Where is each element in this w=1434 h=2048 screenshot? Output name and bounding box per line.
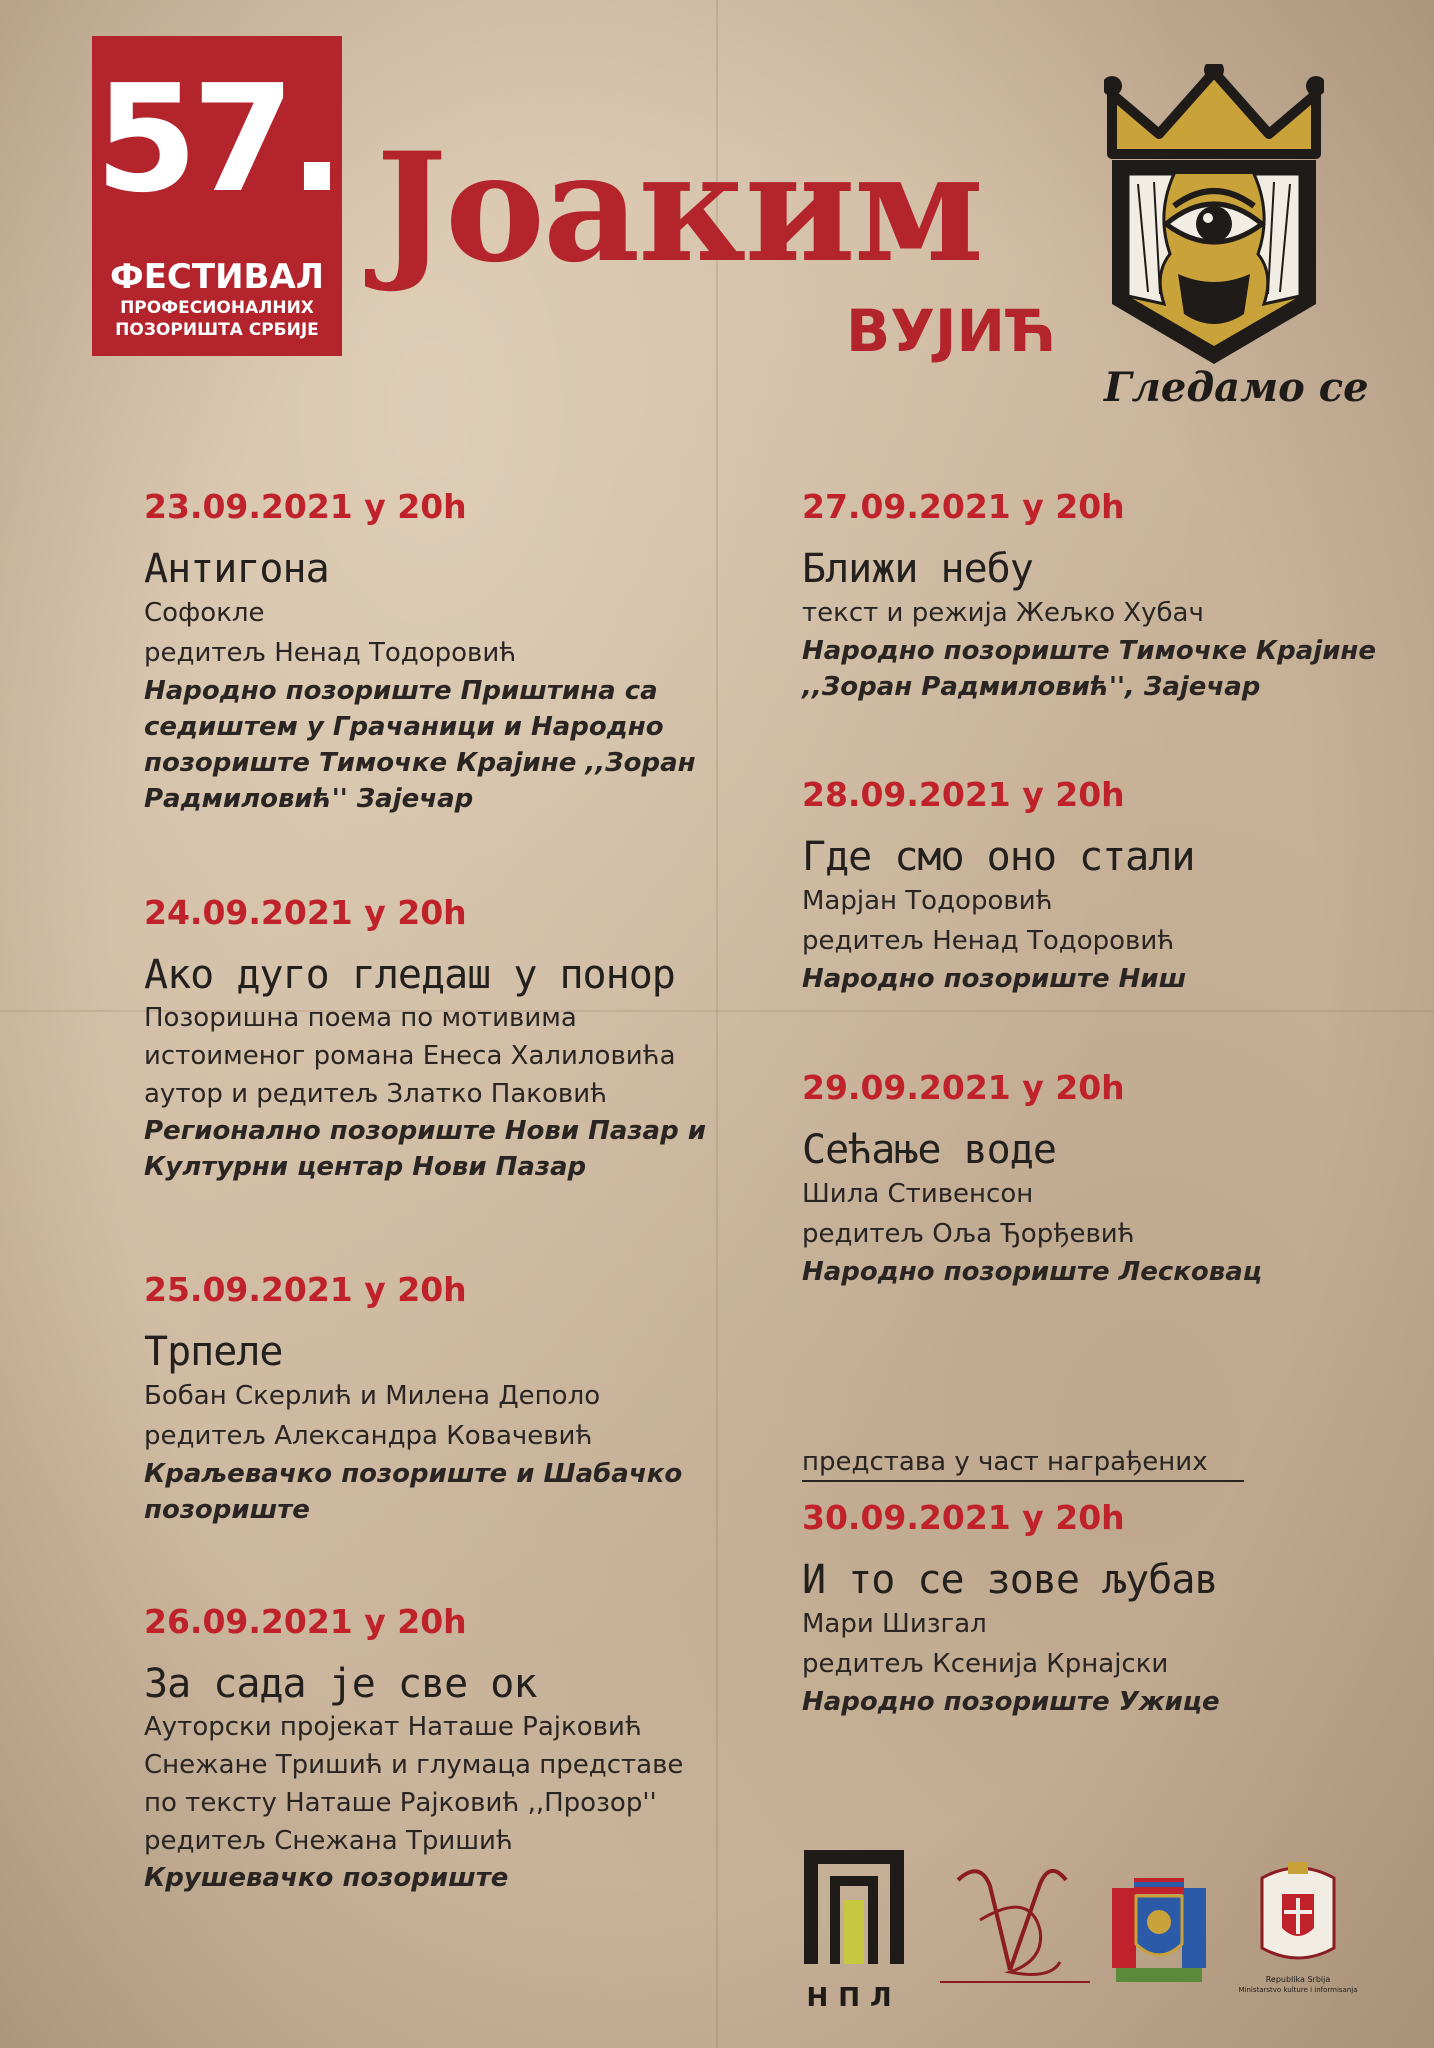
event-24-09	[144, 893, 744, 1185]
event-28-09	[802, 775, 1402, 997]
event-description: Снежане Тришић и глумаца представе	[144, 1750, 684, 1780]
npl-label: НПЛ	[806, 1983, 902, 2013]
theatre-line: позориште Тимочке Крајине ,,Зоран	[144, 748, 696, 778]
event-theatre	[144, 1860, 744, 1896]
ministry-label-line2: Ministarstvo kulture i informisanja	[1238, 1986, 1358, 1994]
coat-of-arms-icon	[1112, 1878, 1206, 1982]
event-30-09	[802, 1498, 1402, 1720]
event-description: по тексту Наташе Рајковић ,,Прозор''	[144, 1788, 657, 1818]
event-date: 25.09.2021 у 20h	[144, 1270, 467, 1309]
event-25-09	[144, 1270, 744, 1528]
event-date: 28.09.2021 у 20h	[802, 775, 1125, 814]
event-author: Марјан Тодоровић	[802, 886, 1053, 916]
event-director: редитељ Ксенија Крнајски	[802, 1649, 1169, 1679]
festival-badge	[92, 36, 342, 356]
theatre-line: позориште	[144, 1495, 310, 1525]
theatre-line: Краљевачко позориште и Шабачко	[144, 1459, 683, 1489]
event-description: истоименог романа Енеса Халиловића	[144, 1041, 676, 1071]
event-play-title: Трпеле	[144, 1329, 283, 1375]
event-29-09	[802, 1068, 1402, 1290]
badge-subtitle-line1: ПРОФЕСИОНАЛНИХ	[120, 298, 314, 318]
festival-title: Јоаким	[376, 120, 983, 296]
event-play-title: Антигона	[144, 546, 329, 592]
event-date: 24.09.2021 у 20h	[144, 893, 467, 932]
event-theatre	[802, 1684, 1402, 1720]
event-director: редитељ Александра Ковачевић	[144, 1421, 593, 1451]
event-author: Шила Стивенсон	[802, 1179, 1034, 1209]
event-theatre	[802, 633, 1402, 705]
theatre-line: Радмиловић'' Зајечар	[144, 784, 474, 814]
event-description: Ауторски пројекат Наташе Рајковић	[144, 1712, 642, 1742]
theatre-line: Народно позориште Приштина са	[144, 676, 658, 706]
ministry-label-line1: Republika Srbija	[1265, 1975, 1331, 1984]
theatre-line: Народно позориште Лесковац	[802, 1257, 1263, 1287]
event-23-09	[144, 487, 744, 817]
event-play-title: И то се зове љубав	[802, 1557, 1218, 1603]
festival-title-sub: ВУЈИЋ	[846, 297, 1056, 365]
theatre-line: ,,Зоран Радмиловић'', Зајечар	[802, 672, 1261, 702]
award-note: представа у част награђених	[802, 1444, 1244, 1482]
event-director: аутор и редитељ Златко Паковић	[144, 1079, 608, 1109]
theatre-line: Народно позориште Ниш	[802, 964, 1187, 994]
event-director: редитељ Ненад Тодоровић	[144, 638, 517, 668]
theatre-line: Народно позориште Тимочке Крајине	[802, 636, 1377, 666]
crown-eye-logo-icon	[1104, 64, 1324, 394]
theatre-line: Регионално позориште Нови Пазар и	[144, 1116, 706, 1146]
event-play-title: За сада је све ок	[144, 1661, 537, 1707]
event-date: 26.09.2021 у 20h	[144, 1602, 467, 1641]
event-author: Мари Шизгал	[802, 1609, 987, 1639]
badge-subtitle-line2: ПОЗОРИШТА СРБИЈЕ	[115, 320, 319, 340]
vujic-monogram-icon	[940, 1871, 1090, 1982]
theatre-line: седиштем у Грачаници и Народно	[144, 712, 664, 742]
festival-slogan: Гледамо се	[1104, 364, 1369, 411]
badge-number: 57.	[94, 53, 340, 225]
event-theatre	[144, 1456, 744, 1528]
event-theatre	[144, 673, 744, 817]
event-theatre	[802, 961, 1402, 997]
event-play-title: Ближи небу	[802, 546, 1033, 592]
event-author: Софокле	[144, 598, 265, 628]
event-director: редитељ Ненад Тодоровић	[802, 926, 1175, 956]
event-date: 23.09.2021 у 20h	[144, 487, 467, 526]
badge-title: ФЕСТИВАЛ	[109, 257, 324, 297]
event-27-09	[802, 487, 1402, 705]
event-author: Бобан Скерлић и Милена Деполо	[144, 1381, 601, 1411]
event-theatre	[144, 1113, 744, 1185]
event-play-title: Где смо оно стали	[802, 834, 1195, 880]
event-theatre	[802, 1254, 1402, 1290]
event-date: 27.09.2021 у 20h	[802, 487, 1125, 526]
event-play-title: Ако дуго гледаш у понор	[144, 952, 675, 998]
event-description: Позоришна поема по мотивима	[144, 1003, 577, 1033]
event-director: редитељ Снежана Тришић	[144, 1826, 513, 1856]
theatre-line: Крушевачко позориште	[144, 1863, 509, 1893]
event-date: 30.09.2021 у 20h	[802, 1498, 1125, 1537]
theatre-line: Културни центар Нови Пазар	[144, 1152, 587, 1182]
sponsor-logos	[800, 1840, 1360, 2020]
npl-logo-icon	[804, 1850, 904, 2013]
theatre-line: Народно позориште Ужице	[802, 1687, 1220, 1717]
event-26-09	[144, 1602, 744, 1896]
serbia-coat-of-arms-icon	[1238, 1862, 1357, 1994]
event-director: редитељ Оља Ђорђевић	[802, 1219, 1135, 1249]
event-play-title: Сећање воде	[802, 1127, 1056, 1173]
event-director: текст и режија Жељко Хубач	[802, 598, 1204, 628]
event-date: 29.09.2021 у 20h	[802, 1068, 1125, 1107]
